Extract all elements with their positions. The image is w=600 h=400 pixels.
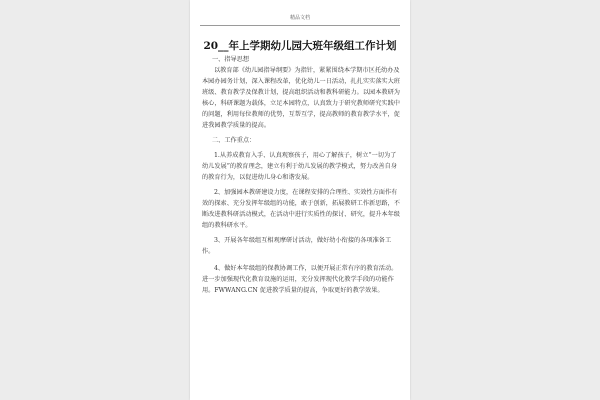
focus-item-4: 4、做好本年级组的保教协调工作，以便开展正常有序的教育活动。进一步加强现代化教育设施的运用，充分发挥现代化教学手段的功能作用。FWWANG.CN 促进教学质量的提高，争取更好的教学效果。 bbox=[202, 265, 398, 294]
document-body bbox=[202, 54, 400, 296]
section-heading-focus: 二、工作重点： bbox=[212, 137, 256, 144]
guiding-paragraph: 以教育部《幼儿园指导纲要》为指针，紧紧围绕本学期市区托幼办及本园办园务计划，深入课程改革，优化幼儿一日活动，扎扎实实落实大班班级、教育教学及保教计划，提高组织活动和教科研能力。以园本教研为核心，科研课题为载体，立足本园特点，认真致力于研究教师研究实践中的问题，利用每位教师的优势，互帮互学，提高教师的教育教学水平，促进我园教学质量的提高。 bbox=[202, 67, 400, 129]
focus-item-1: 1.从养成教育入手、认真观察孩子，用心了解孩子，树立“一切为了幼儿发展”的教育理念，建立有利于幼儿发展的教学模式，努力改善自身的教育行为，以促进幼儿身心和谐发展。 bbox=[202, 152, 397, 181]
focus-item-3: 3、开展各年级组互相观摩研讨活动，做好幼小衔接的各项准备工作。 bbox=[202, 237, 392, 255]
header-divider bbox=[200, 25, 400, 26]
focus-item-2: 2、加强园本教研建设力度，在课程安排的合理性、实效性方面作有效的探索、充分发挥年级组的功能，敢于创新，拓展教研工作新思路，不断改进教科研活动模式，在活动中进行实质性的探讨、研究，提升本年级组的教科研水平。 bbox=[202, 189, 400, 229]
document-title: 20__年上学期幼儿园大班年级组工作计划 bbox=[203, 40, 397, 52]
page-header: 精品文档 bbox=[289, 15, 310, 21]
document-page bbox=[190, 0, 410, 400]
section-heading-guiding: 一、指导思想 bbox=[212, 56, 250, 63]
